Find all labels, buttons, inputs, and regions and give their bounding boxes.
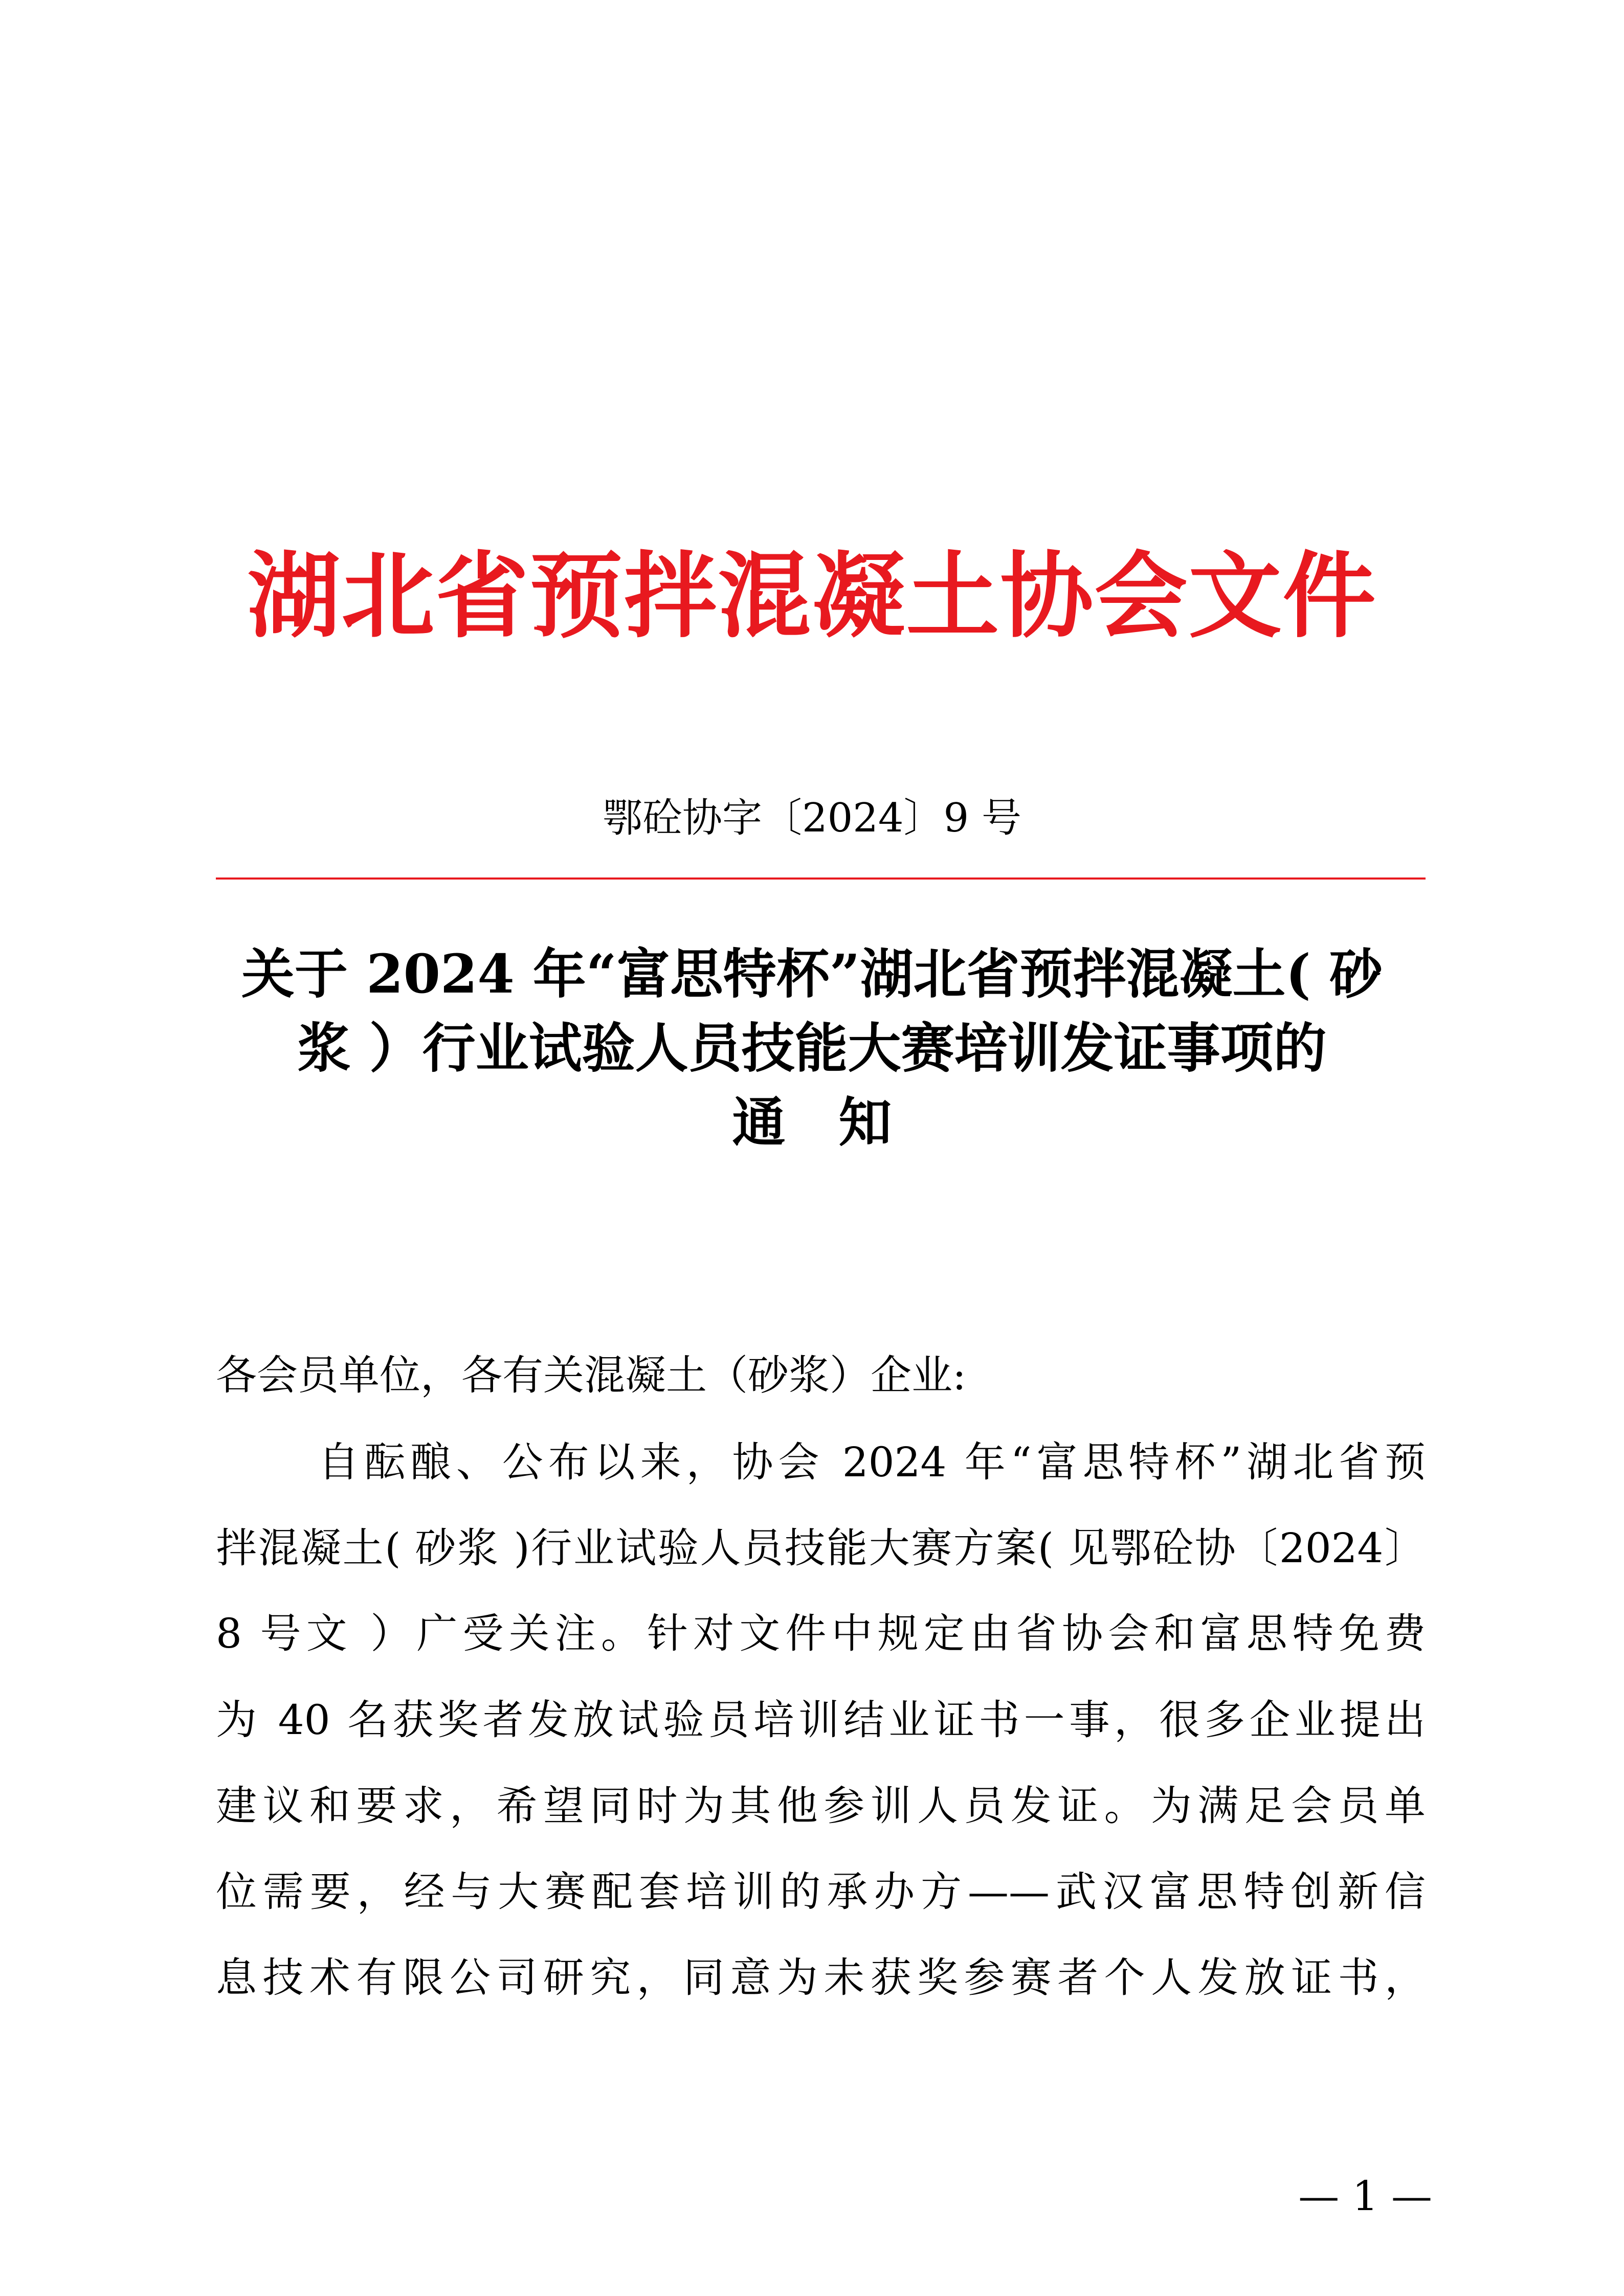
document-number: 鄂砼协字〔2024〕9 号 [603,795,1021,841]
body-line-5: 建议和要求，希望同时为其他参训人员发证。为满足会员单 [216,1782,1426,1830]
page-number: — 1 — [1298,2172,1432,2220]
red-divider-rule [216,877,1426,880]
body-line-6: 位需要，经与大赛配套培训的承办方——武汉富思特创新信 [216,1868,1426,1916]
body-line-1: 自酝酿、公布以来，协会 2024 年“富思特杯”湖北省预 [318,1438,1426,1486]
body-line-7: 息技术有限公司研究，同意为未获奖参赛者个人发放证书， [216,1954,1426,2001]
notice-title-line-2: 浆 ）行业试验人员技能大赛培训发证事项的 [297,1017,1327,1079]
body-line-2: 拌混凝土( 砂浆 )行业试验人员技能大赛方案( 见鄂砼协〔2024〕 [216,1524,1426,1572]
notice-title-line-1: 关于 2024 年“富思特杯”湖北省预拌混凝土( 砂 [241,942,1383,1005]
issuer-header-title: 湖北省预拌混凝土协会文件 [247,541,1377,650]
salutation: 各会员单位，各有关混凝土（砂浆）企业: [216,1352,966,1399]
body-line-3: 8 号文 ）广受关注。针对文件中规定由省协会和富思特免费 [216,1610,1426,1657]
body-line-4: 为 40 名获奖者发放试验员培训结业证书一事，很多企业提出 [216,1696,1426,1744]
notice-title-line-3: 通 知 [732,1091,892,1154]
